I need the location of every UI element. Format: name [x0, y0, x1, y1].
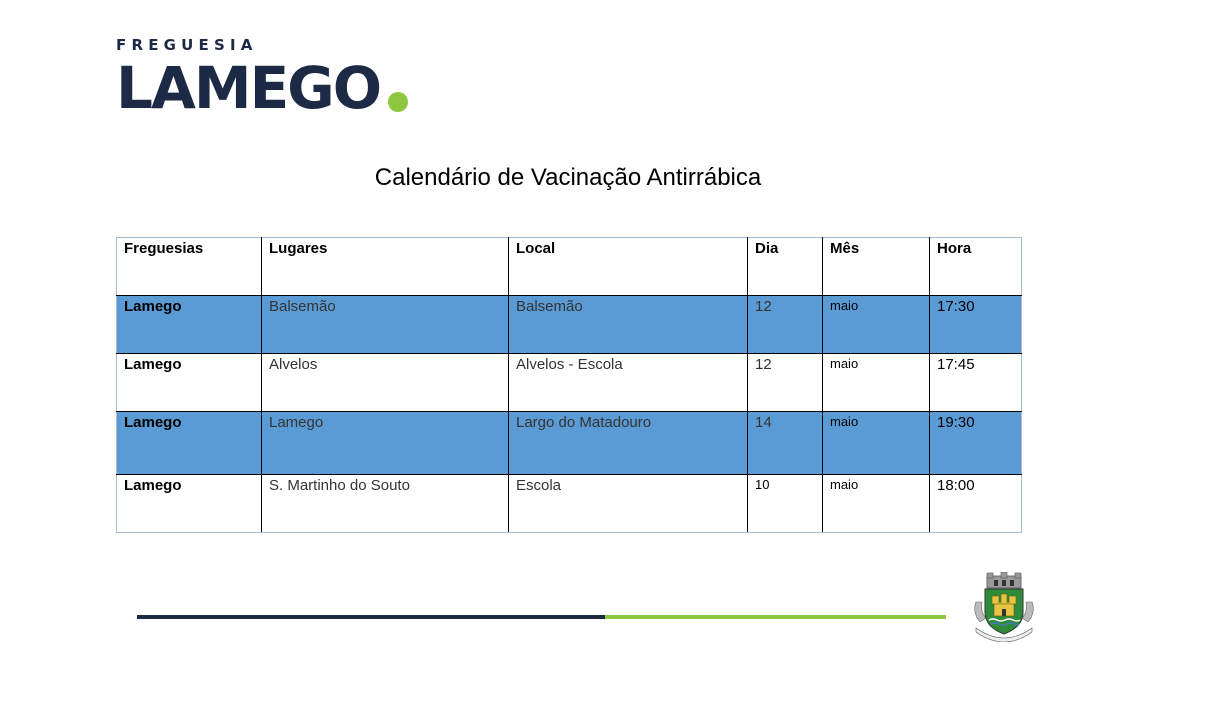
header-mes: Mês [823, 238, 930, 296]
municipal-coat-of-arms-icon [970, 572, 1038, 642]
header-dia: Dia [748, 238, 823, 296]
cell-freguesia: Lamego [117, 412, 262, 475]
cell-freguesia: Lamego [117, 296, 262, 354]
cell-dia: 10 [748, 475, 823, 533]
header-hora: Hora [930, 238, 1022, 296]
cell-mes: maio [823, 412, 930, 475]
cell-dia: 14 [748, 412, 823, 475]
cell-hora: 18:00 [930, 475, 1022, 533]
logo-wordmark [116, 56, 408, 120]
cell-lugar: Alvelos [262, 354, 509, 412]
cell-hora: 19:30 [930, 412, 1022, 475]
cell-freguesia: Lamego [117, 354, 262, 412]
cell-lugar: Lamego [262, 412, 509, 475]
table-row [117, 475, 1022, 533]
logo-name: LAMEGO [116, 54, 381, 122]
logo-dot-icon [388, 92, 408, 112]
cell-lugar: Balsemão [262, 296, 509, 354]
footer-divider-navy [137, 615, 605, 619]
cell-freguesia: Lamego [117, 475, 262, 533]
header-freguesias: Freguesias [117, 238, 262, 296]
cell-local: Largo do Matadouro [509, 412, 748, 475]
header-lugares: Lugares [262, 238, 509, 296]
cell-mes: maio [823, 354, 930, 412]
table-header-row [117, 238, 1022, 296]
header-local: Local [509, 238, 748, 296]
cell-hora: 17:45 [930, 354, 1022, 412]
cell-local: Escola [509, 475, 748, 533]
cell-mes: maio [823, 475, 930, 533]
logo-subtitle: FREGUESIA [116, 36, 258, 54]
freguesia-logo [116, 36, 408, 120]
table-row [117, 296, 1022, 354]
cell-dia: 12 [748, 296, 823, 354]
vaccination-schedule-table [116, 237, 1022, 533]
table-row [117, 354, 1022, 412]
cell-local: Alvelos - Escola [509, 354, 748, 412]
table-row [117, 412, 1022, 475]
cell-lugar: S. Martinho do Souto [262, 475, 509, 533]
page-title: Calendário de Vacinação Antirrábica [374, 164, 762, 191]
footer-divider-green [605, 615, 946, 619]
cell-mes: maio [823, 296, 930, 354]
cell-hora: 17:30 [930, 296, 1022, 354]
cell-dia: 12 [748, 354, 823, 412]
cell-local: Balsemão [509, 296, 748, 354]
